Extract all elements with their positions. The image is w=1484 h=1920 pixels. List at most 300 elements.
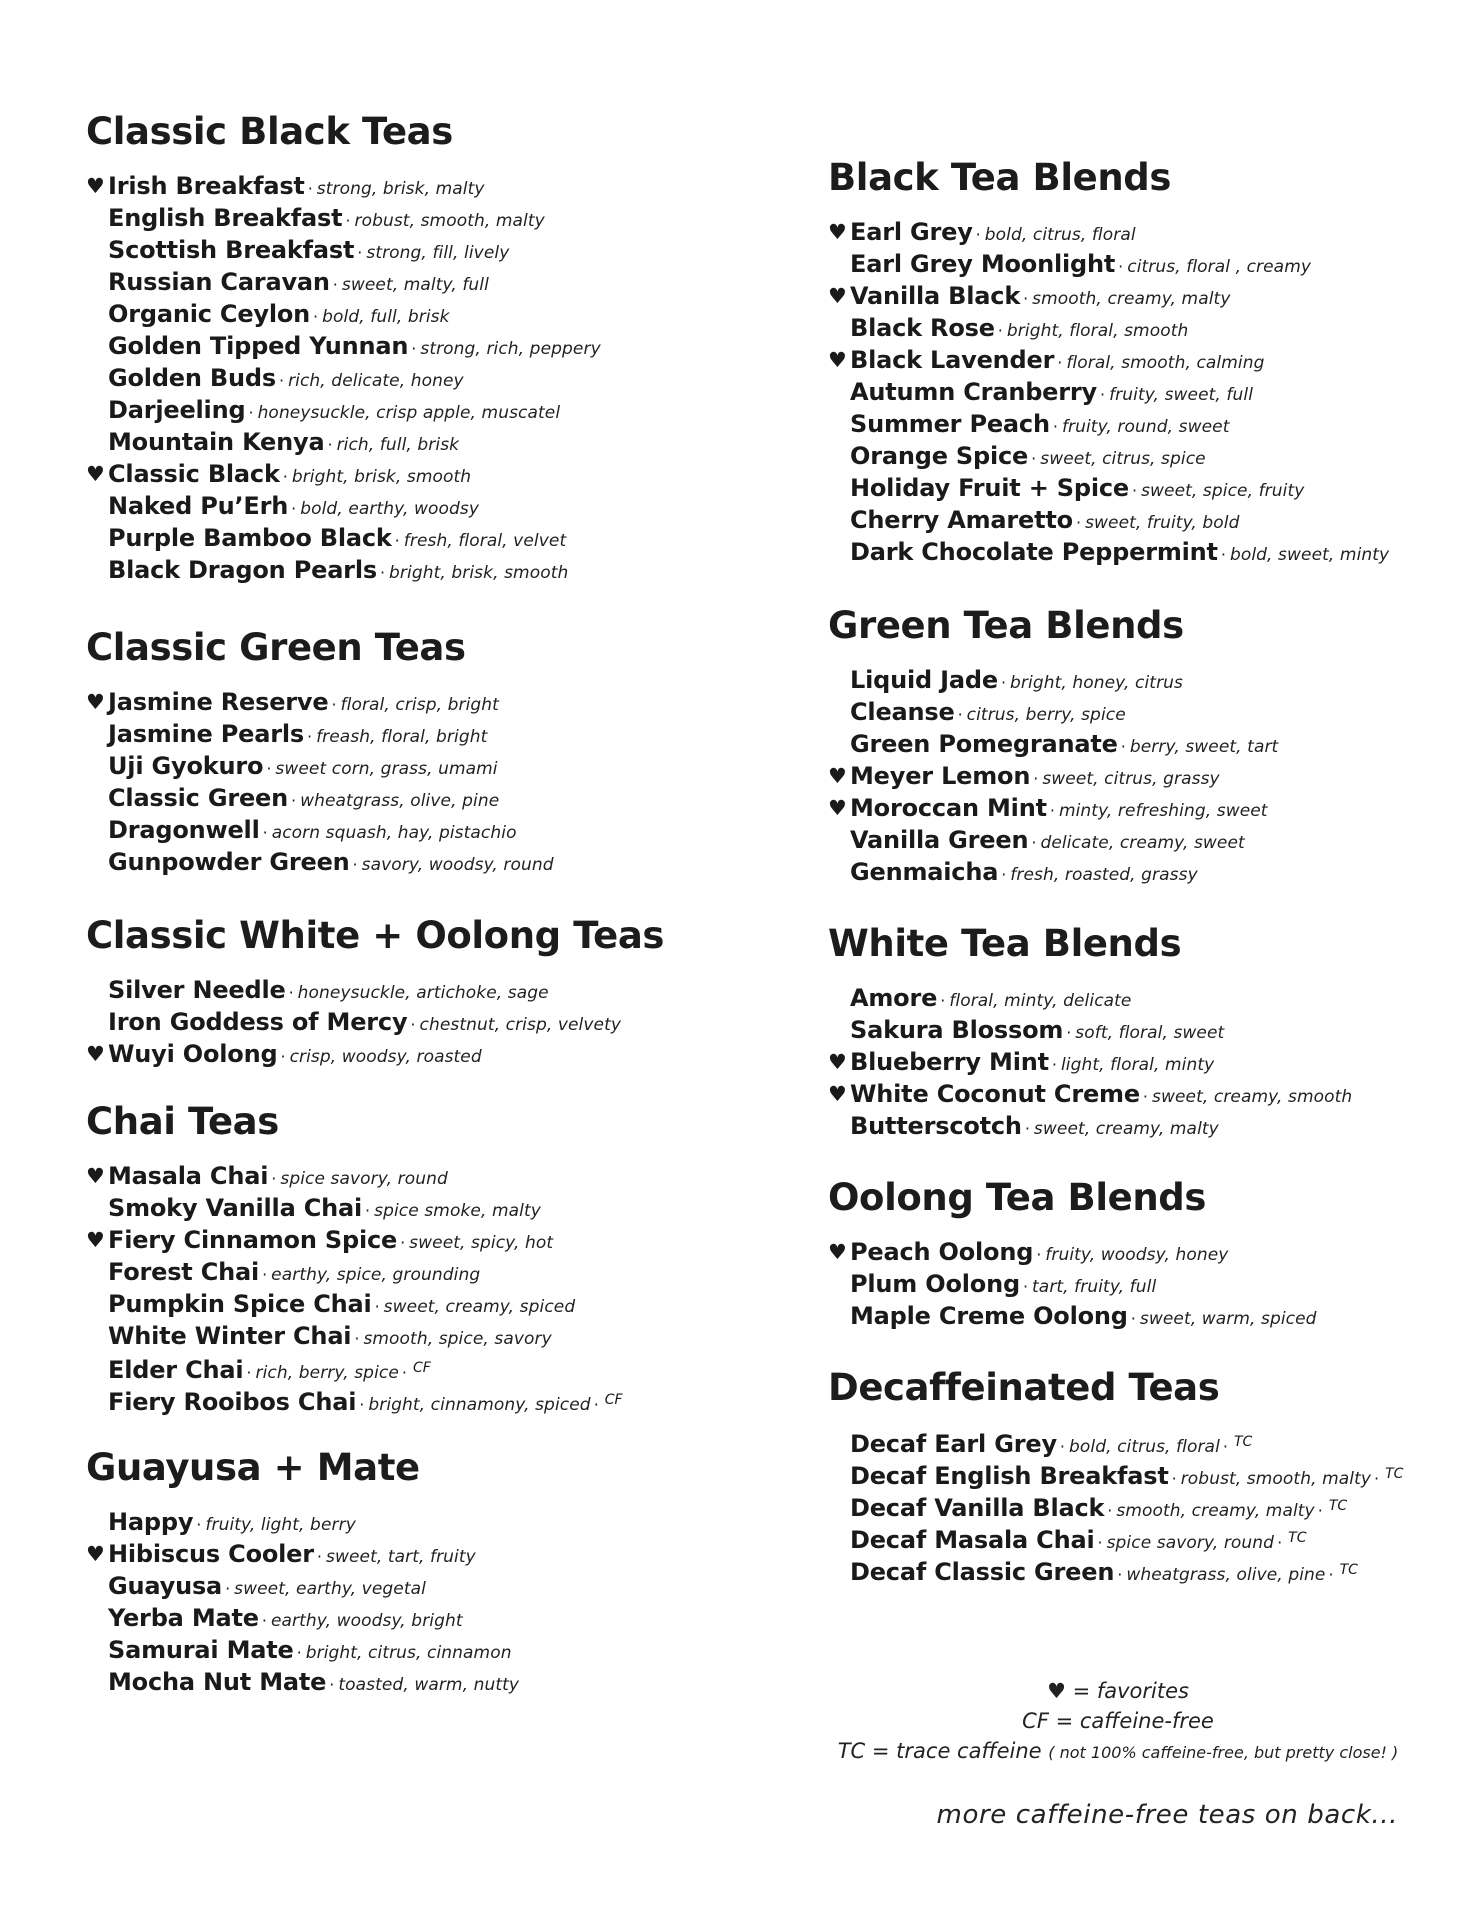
separator-dot: · xyxy=(1036,1245,1042,1264)
separator-dot: · xyxy=(280,1047,286,1066)
separator-dot: · xyxy=(1059,1437,1065,1456)
separator-dot: · xyxy=(374,1297,380,1316)
tea-item xyxy=(86,718,726,750)
tea-name: Masala Chai xyxy=(108,1162,269,1190)
tea-name: Pumpkin Spice Chai xyxy=(108,1290,372,1318)
separator-dot: · xyxy=(1220,545,1226,564)
separator-dot: · xyxy=(1022,1277,1029,1296)
section-title: Guayusa + Mate xyxy=(86,1446,420,1489)
tea-name: Wuyi Oolong xyxy=(108,1040,278,1068)
heart-icon: ♥ xyxy=(86,1164,105,1188)
tea-name: Plum Oolong xyxy=(850,1270,1020,1298)
tea-list xyxy=(828,664,1438,888)
tea-name: Decaf Earl Grey xyxy=(850,1430,1057,1458)
section-title: Decaffeinated Teas xyxy=(828,1366,1220,1409)
tea-name: Yerba Mate xyxy=(108,1604,259,1632)
tea-list xyxy=(828,1236,1438,1332)
tasting-notes: smooth, spice, savory xyxy=(363,1329,552,1349)
separator-dot: · xyxy=(225,1579,231,1598)
separator-dot: · xyxy=(1130,1309,1136,1328)
tea-item xyxy=(828,792,1438,824)
tea-name: Darjeeling xyxy=(108,396,246,424)
tea-item xyxy=(86,1506,726,1538)
tea-name: Dark Chocolate Peppermint xyxy=(850,538,1218,566)
tea-name: Golden Buds xyxy=(108,364,276,392)
tea-name: Earl Grey Moonlight xyxy=(850,250,1116,278)
tea-name: Meyer Lemon xyxy=(850,762,1031,790)
separator-dot: · xyxy=(357,243,363,262)
tea-item xyxy=(86,1320,726,1352)
tasting-notes: spice savory, round xyxy=(280,1169,448,1189)
tea-name: Decaf Vanilla Black xyxy=(850,1494,1105,1522)
heart-icon: ♥ xyxy=(86,1542,105,1566)
separator-dot: · xyxy=(261,1611,267,1630)
separator-dot: · xyxy=(278,371,285,390)
heart-icon: ♥ xyxy=(828,284,847,308)
tea-name: Smoky Vanilla Chai xyxy=(108,1194,363,1222)
tasting-notes: chestnut, crisp, velvety xyxy=(419,1015,622,1035)
tea-name: Happy xyxy=(108,1508,194,1536)
separator-dot: · xyxy=(1049,801,1055,820)
tea-item xyxy=(86,1224,726,1256)
tasting-notes: bright, brisk, smooth xyxy=(389,563,569,583)
tea-name: Russian Caravan xyxy=(108,268,330,296)
tea-name: White Winter Chai xyxy=(108,1322,352,1350)
tasting-notes: fruity, woodsy, honey xyxy=(1045,1245,1229,1265)
tea-item xyxy=(86,1666,726,1698)
separator-dot: · xyxy=(1277,1533,1283,1552)
separator-dot: · xyxy=(593,1395,599,1414)
tasting-notes: sweet, fruity, bold xyxy=(1085,513,1240,533)
menu-section xyxy=(86,1100,726,1416)
tea-item xyxy=(86,330,726,362)
tea-item xyxy=(828,536,1438,568)
tasting-notes: acorn squash, hay, pistachio xyxy=(271,823,517,843)
tea-item xyxy=(828,1426,1438,1458)
tea-item xyxy=(86,394,726,426)
tasting-notes: floral, smooth, calming xyxy=(1066,353,1265,373)
separator-dot: · xyxy=(1142,1087,1149,1106)
legend xyxy=(828,1676,1408,1768)
tea-name: Decaf English Breakfast xyxy=(850,1462,1169,1490)
tea-name: Silver Needle xyxy=(108,976,286,1004)
section-title: Chai Teas xyxy=(86,1100,279,1143)
separator-dot: · xyxy=(1023,289,1029,308)
tea-name: Cleanse xyxy=(850,698,955,726)
tea-name: Organic Ceylon xyxy=(108,300,311,328)
separator-dot: · xyxy=(288,983,294,1002)
tasting-notes: bright, floral, smooth xyxy=(1006,321,1189,341)
tea-item xyxy=(828,1014,1438,1046)
tasting-notes: floral, crisp, bright xyxy=(340,695,499,715)
tasting-notes: wheatgrass, olive, pine xyxy=(300,791,500,811)
separator-dot: · xyxy=(1107,1501,1113,1520)
separator-dot: · xyxy=(975,225,981,244)
tea-item xyxy=(828,1046,1438,1078)
separator-dot: · xyxy=(306,727,313,746)
separator-dot: · xyxy=(345,211,351,230)
tasting-notes: soft, floral, sweet xyxy=(1075,1023,1225,1043)
tea-item xyxy=(86,1038,726,1070)
tasting-notes: minty, refreshing, sweet xyxy=(1058,801,1268,821)
tea-item xyxy=(828,408,1438,440)
tasting-notes: bold, citrus, floral xyxy=(984,225,1136,245)
tea-name: Blueberry Mint xyxy=(850,1048,1049,1076)
tasting-notes: smooth, creamy, malty xyxy=(1116,1501,1315,1521)
separator-dot: · xyxy=(411,339,417,358)
separator-dot: · xyxy=(401,1363,407,1382)
tasting-notes: fruity, round, sweet xyxy=(1061,417,1230,437)
separator-dot: · xyxy=(1131,481,1138,500)
separator-dot: · xyxy=(394,531,400,550)
caffeine-tag: CF xyxy=(604,1392,623,1408)
tasting-notes: honeysuckle, crisp apple, muscatel xyxy=(257,403,561,423)
tea-name: Vanilla Black xyxy=(850,282,1021,310)
tea-name: Green Pomegranate xyxy=(850,730,1118,758)
tea-item xyxy=(828,312,1438,344)
tea-name: Mocha Nut Mate xyxy=(108,1668,327,1696)
heart-icon: ♥ xyxy=(86,690,105,714)
tasting-notes: spice smoke, malty xyxy=(374,1201,541,1221)
separator-dot: · xyxy=(379,563,386,582)
section-title: Classic White + Oolong Teas xyxy=(86,914,665,957)
tea-list xyxy=(86,686,726,878)
tea-name: White Coconut Creme xyxy=(850,1080,1140,1108)
tea-item xyxy=(828,248,1438,280)
tasting-notes: freash, floral, bright xyxy=(316,727,488,747)
separator-dot: · xyxy=(246,1363,252,1382)
separator-dot: · xyxy=(940,991,946,1010)
tea-item xyxy=(828,856,1438,888)
tea-list xyxy=(86,170,726,586)
section-title: Classic Green Teas xyxy=(86,626,466,669)
tea-name: Irish Breakfast xyxy=(108,172,305,200)
tea-name: Peach Oolong xyxy=(850,1238,1034,1266)
tasting-notes: light, floral, minty xyxy=(1060,1055,1215,1075)
tea-name: Elder Chai xyxy=(108,1356,244,1384)
tasting-notes: delicate, creamy, sweet xyxy=(1040,833,1245,853)
legend-trace-label: TC = trace caffeine xyxy=(837,1739,1042,1763)
heart-icon: ♥ xyxy=(86,174,105,198)
tasting-notes: bright, brisk, smooth xyxy=(291,467,472,487)
menu-section xyxy=(86,626,726,878)
tea-name: English Breakfast xyxy=(108,204,343,232)
tea-name: Summer Peach xyxy=(850,410,1050,438)
separator-dot: · xyxy=(365,1201,371,1220)
tasting-notes: bright, citrus, cinnamon xyxy=(305,1643,512,1663)
tea-item xyxy=(828,982,1438,1014)
tea-item xyxy=(86,554,726,586)
tasting-notes: sweet, creamy, spiced xyxy=(383,1297,576,1317)
left-column xyxy=(86,110,726,1698)
separator-dot: · xyxy=(1117,1565,1123,1584)
tea-item xyxy=(828,1110,1438,1142)
tasting-notes: bold, citrus, floral xyxy=(1068,1437,1220,1457)
separator-dot: · xyxy=(410,1015,416,1034)
tasting-notes: strong, brisk, malty xyxy=(316,179,485,199)
tasting-notes: rich, full, brisk xyxy=(336,435,460,455)
tasting-notes: sweet, malty, full xyxy=(341,275,489,295)
tea-name: Butterscotch xyxy=(850,1112,1022,1140)
heart-icon: ♥ xyxy=(828,1240,847,1264)
tasting-notes: floral, minty, delicate xyxy=(949,991,1132,1011)
tasting-notes: savory, woodsy, round xyxy=(361,855,554,875)
tea-name: Hibiscus Cooler xyxy=(108,1540,314,1568)
tea-item xyxy=(86,202,726,234)
tea-item xyxy=(86,426,726,458)
separator-dot: · xyxy=(1024,1119,1030,1138)
separator-dot: · xyxy=(1097,1533,1103,1552)
tea-name: Liquid Jade xyxy=(850,666,998,694)
tea-list xyxy=(86,1160,726,1416)
tea-item xyxy=(828,1458,1438,1490)
menu-section xyxy=(86,1446,726,1698)
tea-name: Holiday Fruit + Spice xyxy=(850,474,1129,502)
tasting-notes: strong, rich, peppery xyxy=(420,339,601,359)
tasting-notes: rich, berry, spice xyxy=(255,1363,399,1383)
menu-section xyxy=(86,110,726,586)
tea-item xyxy=(86,1192,726,1224)
tea-item xyxy=(86,1634,726,1666)
tea-name: Vanilla Green xyxy=(850,826,1029,854)
tea-name: Classic Black xyxy=(108,460,280,488)
tea-name: Decaf Classic Green xyxy=(850,1558,1115,1586)
tea-name: Purple Bamboo Black xyxy=(108,524,392,552)
tea-item xyxy=(86,1570,726,1602)
tea-item xyxy=(86,1352,726,1384)
heart-icon: ♥ xyxy=(828,1082,847,1106)
legend-trace-caffeine xyxy=(828,1736,1408,1768)
menu-section xyxy=(828,1366,1438,1586)
heart-icon: ♥ xyxy=(828,220,847,244)
tea-list xyxy=(828,982,1438,1142)
tasting-notes: robust, smooth, malty xyxy=(1180,1469,1371,1489)
separator-dot: · xyxy=(282,467,288,486)
tea-name: Jasmine Reserve xyxy=(108,688,329,716)
menu-section xyxy=(828,604,1438,888)
section-title: Black Tea Blends xyxy=(828,156,1171,199)
caffeine-tag: TC xyxy=(1385,1466,1404,1482)
tasting-notes: honeysuckle, artichoke, sage xyxy=(297,983,549,1003)
tea-name: Fiery Cinnamon Spice xyxy=(108,1226,398,1254)
tasting-notes: bold, sweet, minty xyxy=(1229,545,1390,565)
tea-item xyxy=(828,1522,1438,1554)
tea-name: Black Rose xyxy=(850,314,995,342)
separator-dot: · xyxy=(352,855,358,874)
separator-dot: · xyxy=(1120,737,1126,756)
tasting-notes: bright, cinnamony, spiced xyxy=(368,1395,591,1415)
tasting-notes: sweet, creamy, smooth xyxy=(1152,1087,1353,1107)
separator-dot: · xyxy=(248,403,254,422)
tea-list xyxy=(86,974,726,1070)
tea-item xyxy=(86,298,726,330)
tea-name: Iron Goddess of Mercy xyxy=(108,1008,408,1036)
tea-item xyxy=(86,1160,726,1192)
tea-item xyxy=(828,344,1438,376)
tasting-notes: fruity, sweet, full xyxy=(1109,385,1254,405)
tea-name: Golden Tipped Yunnan xyxy=(108,332,409,360)
caffeine-tag: TC xyxy=(1328,1498,1348,1514)
tasting-notes: earthy, woodsy, bright xyxy=(270,1611,463,1631)
tea-name: Uji Gyokuro xyxy=(108,752,264,780)
tasting-notes: fruity, light, berry xyxy=(205,1515,356,1535)
legend-favorites: ♥ = favorites xyxy=(1047,1679,1189,1703)
tea-item xyxy=(86,1288,726,1320)
tea-item xyxy=(86,1384,726,1416)
section-title: White Tea Blends xyxy=(828,922,1182,965)
separator-dot: · xyxy=(262,823,268,842)
separator-dot: · xyxy=(1374,1469,1380,1488)
tea-name: Naked Pu’Erh xyxy=(108,492,289,520)
tea-item xyxy=(828,216,1438,248)
tea-item xyxy=(86,814,726,846)
tea-name: Cherry Amaretto xyxy=(850,506,1073,534)
tea-list xyxy=(828,1426,1438,1586)
tea-name: Fiery Rooibos Chai xyxy=(108,1388,357,1416)
separator-dot: · xyxy=(196,1515,202,1534)
tea-item xyxy=(86,686,726,718)
tasting-notes: toasted, warm, nutty xyxy=(338,1675,520,1695)
separator-dot: · xyxy=(291,791,297,810)
tasting-notes: earthy, spice, grounding xyxy=(271,1265,481,1285)
tasting-notes: sweet, tart, fruity xyxy=(325,1547,476,1567)
tea-item xyxy=(86,782,726,814)
tea-name: Jasmine Pearls xyxy=(108,720,304,748)
separator-dot: · xyxy=(262,1265,268,1284)
separator-dot: · xyxy=(1001,865,1007,884)
tasting-notes: berry, sweet, tart xyxy=(1129,737,1279,757)
tea-item xyxy=(86,846,726,878)
tasting-notes: sweet, citrus, grassy xyxy=(1042,769,1220,789)
tea-item xyxy=(86,1256,726,1288)
tea-item xyxy=(86,522,726,554)
separator-dot: · xyxy=(1099,385,1106,404)
separator-dot: · xyxy=(296,1643,302,1662)
tea-name: Moroccan Mint xyxy=(850,794,1047,822)
tea-list xyxy=(828,216,1438,568)
tea-item xyxy=(828,664,1438,696)
tea-name: Mountain Kenya xyxy=(108,428,325,456)
tea-name: Dragonwell xyxy=(108,816,260,844)
footer-note: more caffeine-free teas on back... xyxy=(936,1800,1398,1830)
separator-dot: · xyxy=(271,1169,277,1188)
tasting-notes: crisp, woodsy, roasted xyxy=(289,1047,482,1067)
tea-item xyxy=(828,728,1438,760)
tasting-notes: wheatgrass, olive, pine xyxy=(1126,1565,1326,1585)
menu-section xyxy=(86,914,726,1070)
tea-name: Forest Chai xyxy=(108,1258,260,1286)
tea-item xyxy=(86,266,726,298)
tasting-notes: sweet, earthy, vegetal xyxy=(234,1579,426,1599)
tasting-notes: citrus, berry, spice xyxy=(966,705,1126,725)
tasting-notes: sweet, citrus, spice xyxy=(1040,449,1206,469)
tasting-notes: fresh, floral, velvet xyxy=(403,531,567,551)
separator-dot: · xyxy=(307,179,313,198)
tea-name: Black Dragon Pearls xyxy=(108,556,377,584)
caffeine-tag: TC xyxy=(1339,1562,1358,1578)
tea-item xyxy=(828,1490,1438,1522)
separator-dot: · xyxy=(400,1233,406,1252)
tasting-notes: bold, full, brisk xyxy=(322,307,450,327)
tea-item xyxy=(828,696,1438,728)
separator-dot: · xyxy=(1222,1437,1228,1456)
tea-item xyxy=(828,1268,1438,1300)
tea-name: Genmaicha xyxy=(850,858,999,886)
separator-dot: · xyxy=(1171,1469,1177,1488)
menu-section xyxy=(828,922,1438,1142)
tasting-notes: sweet, spice, fruity xyxy=(1141,481,1305,501)
heart-icon: ♥ xyxy=(828,348,847,372)
section-title: Oolong Tea Blends xyxy=(828,1176,1206,1219)
heart-icon: ♥ xyxy=(828,796,847,820)
separator-dot: · xyxy=(1052,417,1058,436)
separator-dot: · xyxy=(354,1329,360,1348)
tea-name: Orange Spice xyxy=(850,442,1029,470)
caffeine-tag: CF xyxy=(413,1360,431,1376)
separator-dot: · xyxy=(359,1395,365,1414)
caffeine-tag: TC xyxy=(1288,1530,1307,1546)
section-title: Green Tea Blends xyxy=(828,604,1184,647)
tea-name: Guayusa xyxy=(108,1572,223,1600)
caffeine-tag: TC xyxy=(1234,1434,1253,1450)
separator-dot: · xyxy=(1118,257,1124,276)
tea-name: Gunpowder Green xyxy=(108,848,350,876)
separator-dot: · xyxy=(313,307,319,326)
tea-item xyxy=(86,1602,726,1634)
tasting-notes: spice savory, round xyxy=(1106,1533,1275,1553)
tea-name: Amore xyxy=(850,984,938,1012)
tea-item xyxy=(828,760,1438,792)
tea-name: Black Lavender xyxy=(850,346,1055,374)
tea-item xyxy=(828,440,1438,472)
menu-section xyxy=(828,1176,1438,1332)
tea-item xyxy=(828,504,1438,536)
tea-name: Autumn Cranberry xyxy=(850,378,1097,406)
tea-item xyxy=(828,376,1438,408)
tea-item xyxy=(86,170,726,202)
tea-item xyxy=(86,974,726,1006)
separator-dot: · xyxy=(1031,833,1037,852)
tea-item xyxy=(828,280,1438,312)
legend-trace-note: ( not 100% caffeine-free, but pretty close! ) xyxy=(1048,1743,1399,1762)
separator-dot: · xyxy=(1033,769,1039,788)
tasting-notes: smooth, creamy, malty xyxy=(1032,289,1231,309)
tea-item xyxy=(86,490,726,522)
heart-icon: ♥ xyxy=(828,1050,847,1074)
separator-dot: · xyxy=(327,435,333,454)
heart-icon: ♥ xyxy=(86,462,105,486)
tea-item xyxy=(86,362,726,394)
tea-item xyxy=(828,824,1438,856)
tasting-notes: bright, honey, citrus xyxy=(1010,673,1183,693)
separator-dot: · xyxy=(1031,449,1037,468)
tea-item xyxy=(86,458,726,490)
tea-item xyxy=(828,1300,1438,1332)
tasting-notes: sweet, creamy, malty xyxy=(1033,1119,1219,1139)
separator-dot: · xyxy=(1057,353,1063,372)
tea-list xyxy=(86,1506,726,1698)
tasting-notes: sweet, warm, spiced xyxy=(1139,1309,1317,1329)
tasting-notes: sweet corn, grass, umami xyxy=(275,759,498,779)
tea-item xyxy=(828,1236,1438,1268)
separator-dot: · xyxy=(957,705,963,724)
tea-name: Classic Green xyxy=(108,784,288,812)
tea-name: Scottish Breakfast xyxy=(108,236,355,264)
section-title: Classic Black Teas xyxy=(86,110,453,153)
tasting-notes: bold, earthy, woodsy xyxy=(300,499,480,519)
menu-section xyxy=(828,156,1438,568)
separator-dot: · xyxy=(332,275,338,294)
